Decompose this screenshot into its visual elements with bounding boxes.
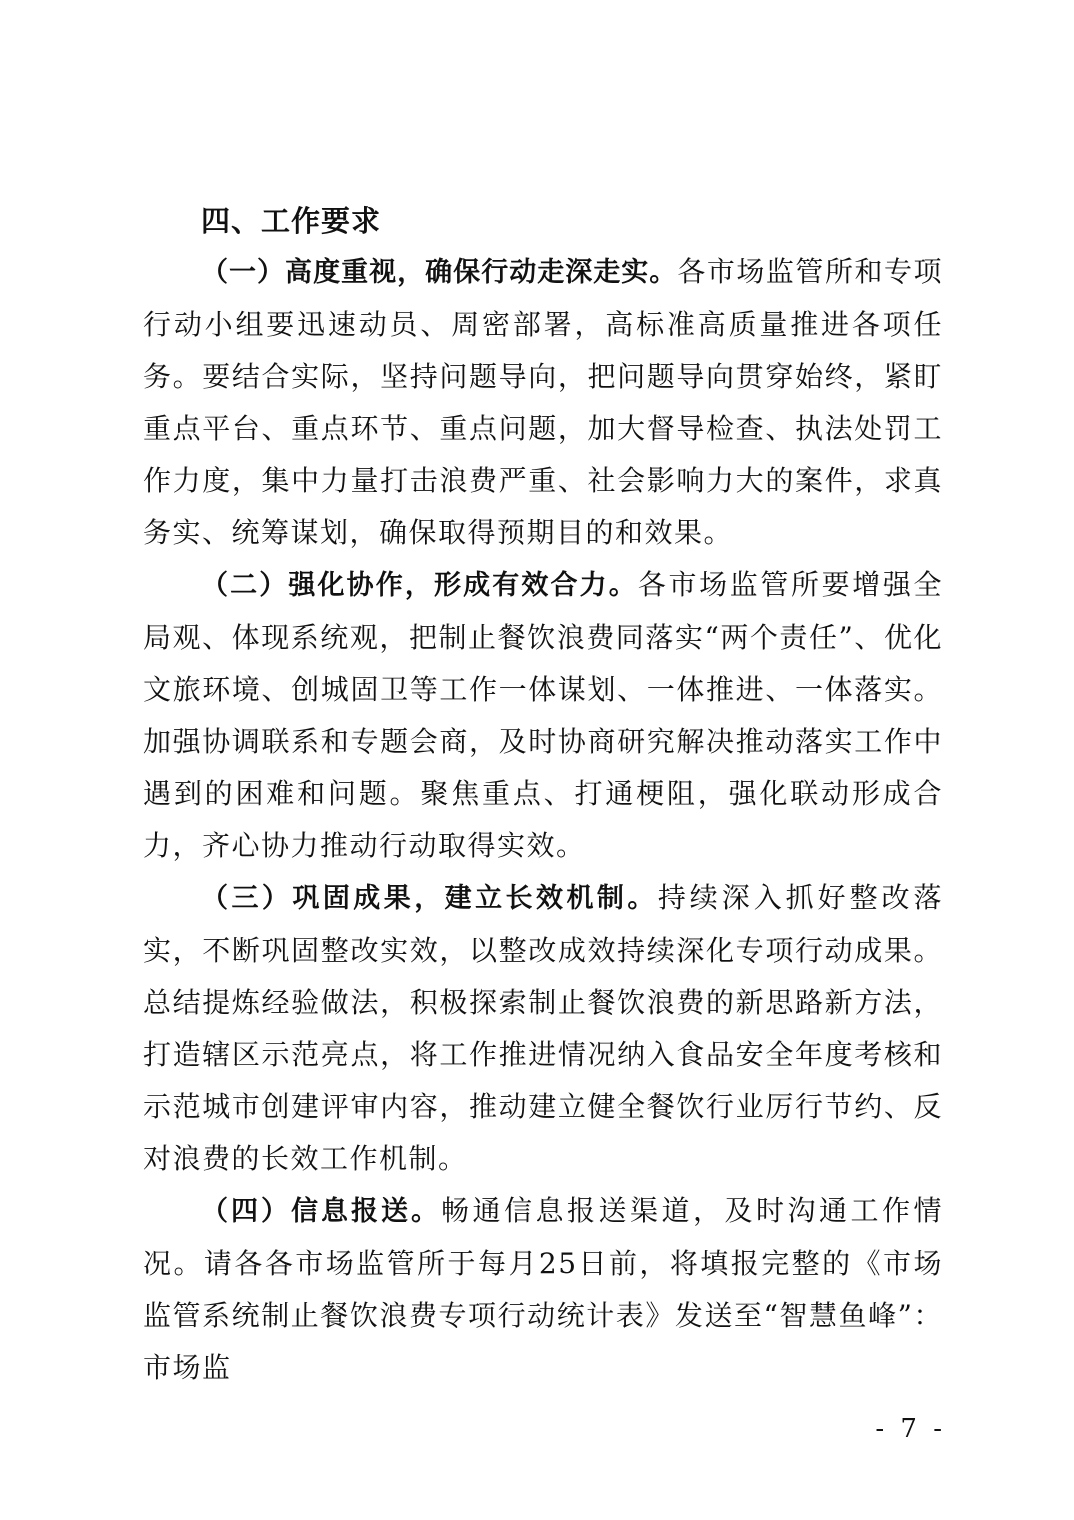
paragraph-1-lead: （一）高度重视，确保行动走深走实。 (201, 257, 678, 288)
paragraph-4-body: 畅通信息报送渠道，及时沟通工作情况。请各各市场监管所于每月25日前，将填报完整的《市场监管系统制止餐饮浪费专项行动统计表》发送至“智慧鱼峰”：市场监 (143, 1194, 943, 1384)
paragraph-1 (143, 246, 943, 559)
paragraph-4-lead: （四）信息报送。 (201, 1196, 441, 1227)
page-number: - 7 - (875, 1414, 946, 1444)
paragraph-3-lead: （三）巩固成果，建立长效机制。 (201, 883, 658, 914)
paragraph-1-body: 各市场监管所和专项行动小组要迅速动员、周密部署，高标准高质量推进各项任务。要结合实际，坚持问题导向，把问题导向贯穿始终，紧盯重点平台、重点环节、重点问题，加大督导检查、执法处罚工作力度，集中力量打击浪费严重、社会影响力大的案件，求真务实、统筹谋划，确保取得预期目的和效果。 (143, 255, 944, 549)
paragraph-3 (143, 872, 943, 1185)
paragraph-2-body: 各市场监管所要增强全局观、体现系统观，把制止餐饮浪费同落实“两个责任”、优化文旅环境、创城固卫等工作一体谋划、一体推进、一体落实。加强协调联系和专题会商，及时协商研究解决推动落实工作中遇到的困难和问题。聚焦重点、打通梗阻，强化联动形成合力，齐心协力推动行动取得实效。 (143, 568, 943, 862)
paragraph-3-body: 持续深入抓好整改落实，不断巩固整改实效，以整改成效持续深化专项行动成果。总结提炼经验做法，积极探索制止餐饮浪费的新思路新方法，打造辖区示范亮点，将工作推进情况纳入食品安全年度考核和示范城市创建评审内容，推动建立健全餐饮行业厉行节约、反对浪费的长效工作机制。 (143, 881, 943, 1175)
paragraph-4 (143, 1185, 943, 1394)
document-body (143, 196, 943, 1394)
paragraph-2-lead: （二）强化协作，形成有效合力。 (201, 570, 638, 601)
section-heading: 四、工作要求 (201, 204, 382, 238)
paragraph-2 (143, 559, 943, 872)
